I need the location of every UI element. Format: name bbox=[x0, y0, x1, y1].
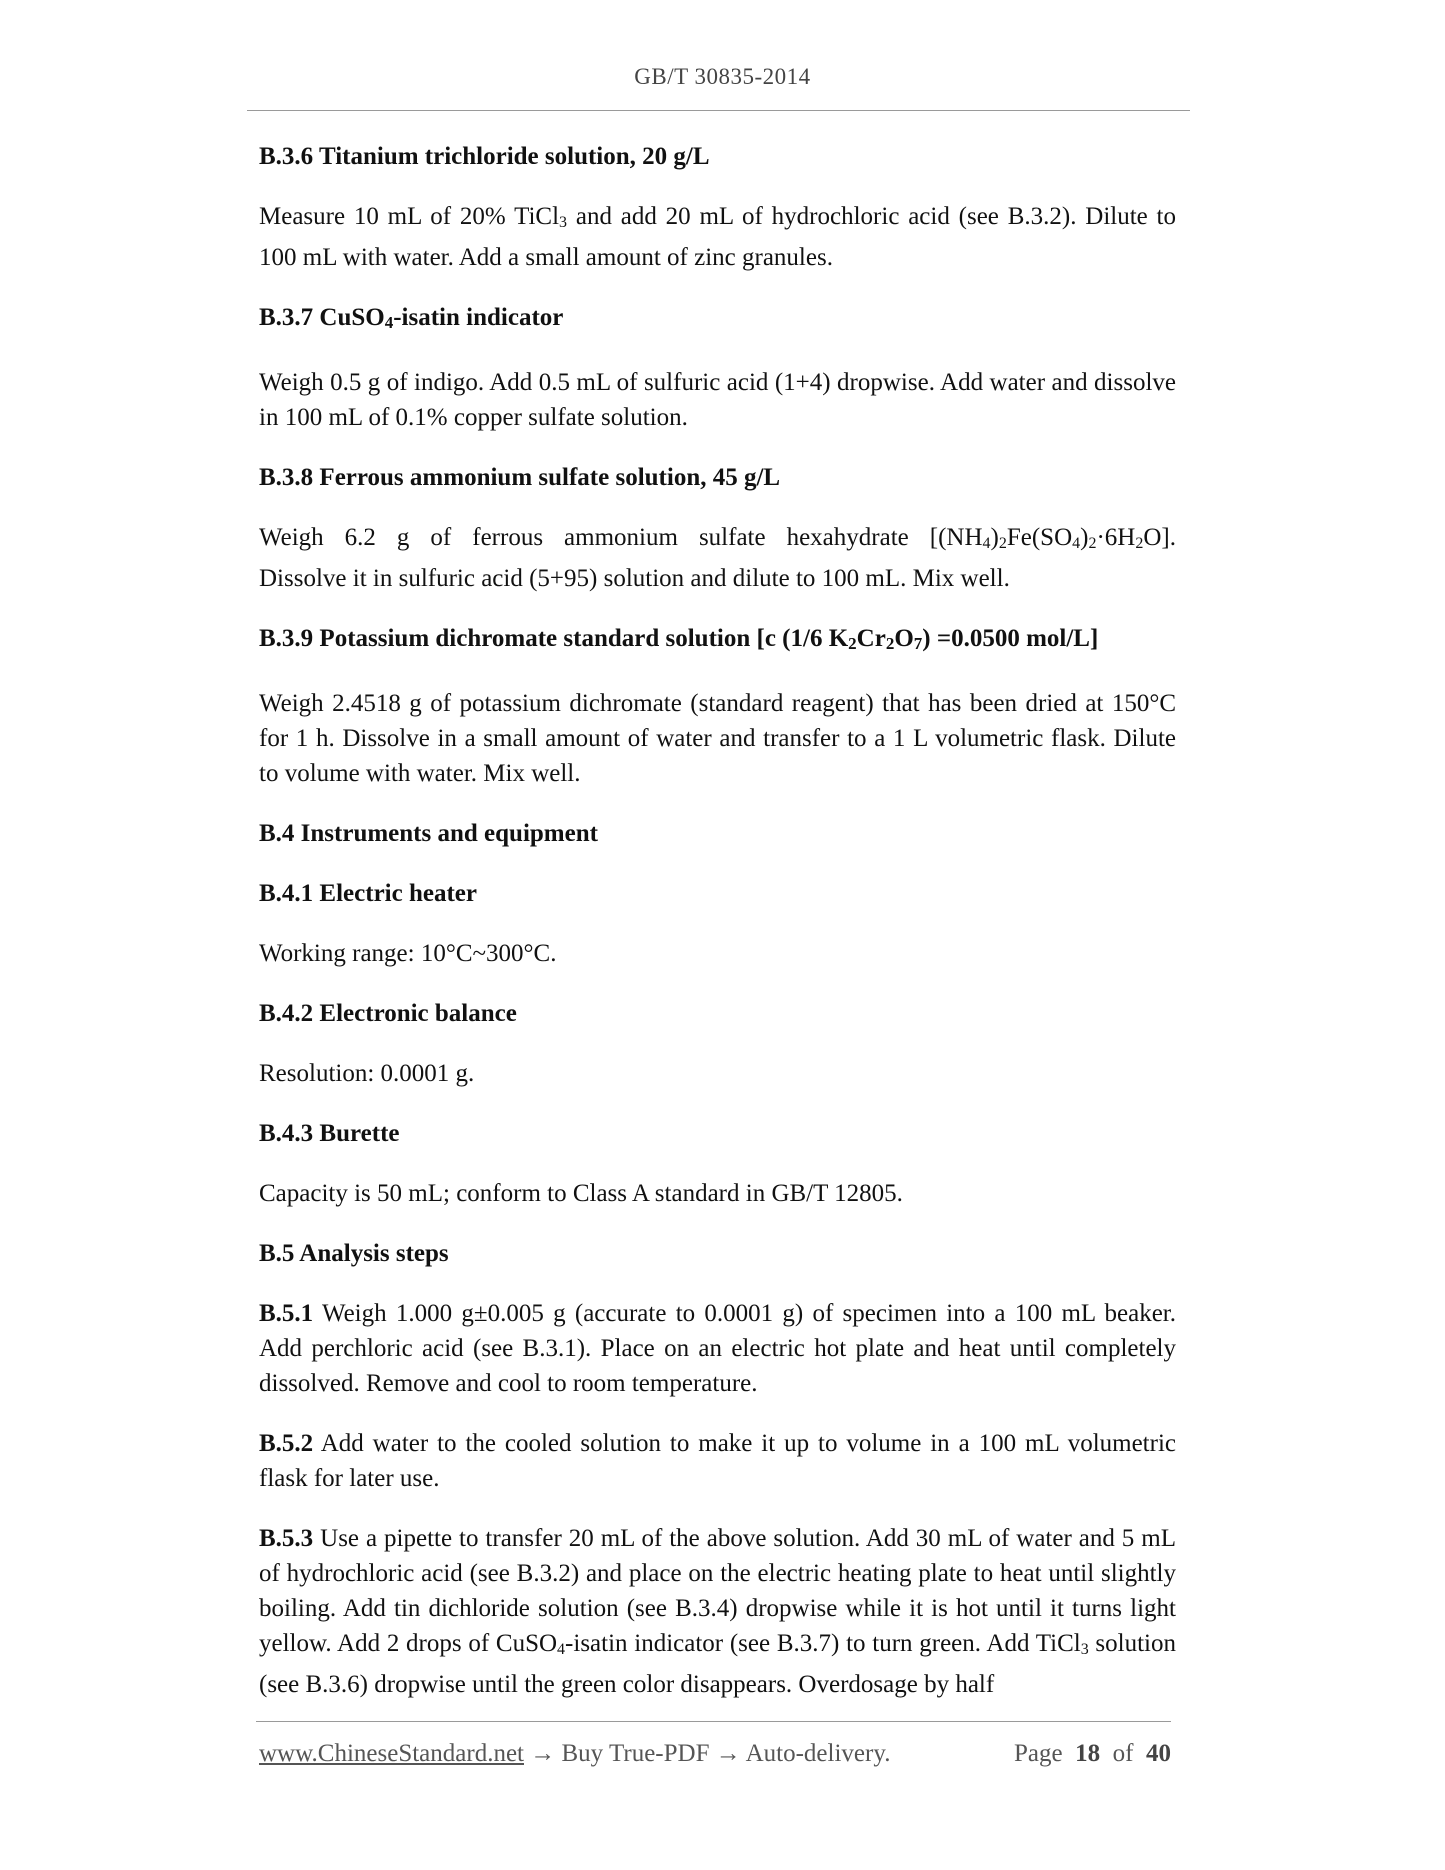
page-header: GB/T 30835-2014 bbox=[634, 64, 811, 89]
footer-tagline: → Buy True-PDF → Auto-delivery. bbox=[524, 1740, 891, 1767]
footer-promo bbox=[259, 1740, 890, 1768]
paragraph-b39: Weigh 2.4518 g of potassium dichromate (standard reagent) that has been dried at 150°C for 1 h. Dissolve in a small amount of water and transfer to a 1 L volumetric flask. Dilute to volume with water. Mix well. bbox=[259, 690, 1176, 787]
paragraph-b41: Working range: 10°C~300°C. bbox=[259, 940, 557, 967]
paragraph-b51: B.5.1 Weigh 1.000 g±0.005 g (accurate to 0.0001 g) of specimen into a 100 mL beaker. Add perchloric acid (see B.3.1). Place on an electric hot plate and heat until completely dissolved. Remove and cool to room temperature. bbox=[259, 1300, 1176, 1397]
paragraph-b53: B.5.3 Use a pipette to transfer 20 mL of the above solution. Add 30 mL of water and 5 mL of hydrochloric acid (see B.3.2) and place on the electric heating plate to heat until slightly boiling. Add tin dichloride solution (see B.3.4) dropwise while it is hot until it turns light yellow. Add 2 drops of CuSO4-isatin indicator (see B.3.7) to turn green. Add TiCl3 solution (see B.3.6) dropwise until the green color disappears. Overdosage by half bbox=[259, 1525, 1176, 1698]
paragraph-b43: Capacity is 50 mL; conform to Class A standard in GB/T 12805. bbox=[259, 1180, 903, 1207]
total-pages: 40 bbox=[1145, 1740, 1171, 1767]
paragraph-b38: Weigh 6.2 g of ferrous ammonium sulfate hexahydrate [(NH4)2Fe(SO4)2·6H2O]. Dissolve it in sulfuric acid (5+95) solution and dilute to 100 mL. Mix well. bbox=[259, 524, 1176, 592]
heading-b42: B.4.2 Electronic balance bbox=[259, 1000, 517, 1027]
paragraph-b42: Resolution: 0.0001 g. bbox=[259, 1060, 475, 1087]
document-body bbox=[259, 139, 1176, 1727]
paragraph-b52: B.5.2 Add water to the cooled solution to make it up to volume in a 100 mL volumetric flask for later use. bbox=[259, 1430, 1176, 1492]
heading-b43: B.4.3 Burette bbox=[259, 1120, 400, 1147]
current-page: 18 bbox=[1075, 1740, 1101, 1767]
paragraph-b36: Measure 10 mL of 20% TiCl3 and add 20 mL of hydrochloric acid (see B.3.2). Dilute to 100 mL with water. Add a small amount of zinc granules. bbox=[259, 203, 1176, 271]
site-link[interactable]: www.ChineseStandard.net bbox=[259, 1740, 524, 1767]
heading-b4: B.4 Instruments and equipment bbox=[259, 820, 598, 847]
heading-b41: B.4.1 Electric heater bbox=[259, 880, 477, 907]
paragraph-b37: Weigh 0.5 g of indigo. Add 0.5 mL of sulfuric acid (1+4) dropwise. Add water and dissolve in 100 mL of 0.1% copper sulfate solution. bbox=[259, 369, 1176, 431]
footer-divider bbox=[256, 1721, 1171, 1722]
heading-b38: B.3.8 Ferrous ammonium sulfate solution, 45 g/L bbox=[259, 464, 781, 491]
header-divider bbox=[247, 110, 1190, 111]
heading-b39: B.3.9 Potassium dichromate standard solution [c (1/6 K2Cr2O7) =0.0500 mol/L] bbox=[259, 625, 1099, 653]
heading-b36: B.3.6 Titanium trichloride solution, 20 g/L bbox=[259, 143, 710, 170]
heading-b37: B.3.7 CuSO4-isatin indicator bbox=[259, 304, 564, 332]
heading-b5: B.5 Analysis steps bbox=[259, 1240, 449, 1267]
page-indicator: Page 18 of 40 bbox=[1014, 1740, 1171, 1767]
